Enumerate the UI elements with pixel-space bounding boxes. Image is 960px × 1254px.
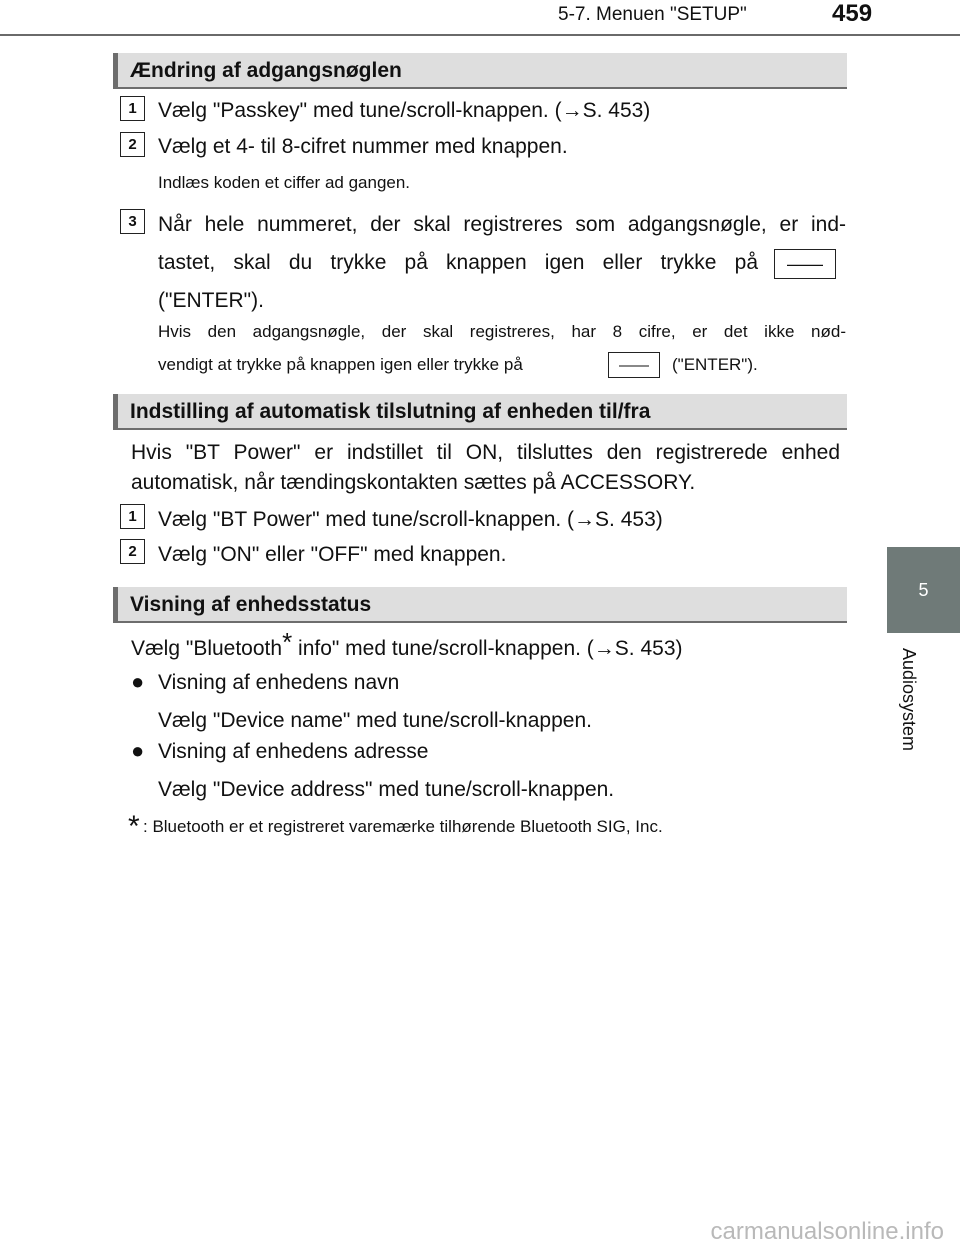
bullet-item-title: Visning af enhedens adresse [158,740,429,763]
step-number-badge: 1 [120,96,145,121]
paragraph-text-part: Vælg "Bluetooth [131,637,283,660]
step-number-badge: 3 [120,209,145,234]
section-heading-device-status [113,587,847,623]
section-heading-text: Ændring af adgangsnøglen [130,59,402,82]
bullet-icon: ● [131,738,145,763]
step-note: ("ENTER"). [672,355,758,374]
step-text: Når hele nummeret, der skal registreres som adgangsnøgle, er ind- [158,213,846,236]
section-heading-passkey [113,53,847,89]
paragraph-text: automatisk, når tændingskontakten sættes på ACCESSORY. [131,471,696,494]
enter-key-symbol: —— [619,356,649,374]
step-text: Vælg "Passkey" med tune/scroll-knappen. (→S. 453) [158,99,651,122]
step-text: tastet, skal du trykke på knappen igen eller trykke på [158,251,758,274]
bullet-item-text: Vælg "Device address" med tune/scroll-knappen. [158,778,615,801]
enter-key-symbol: —— [787,254,823,274]
chapter-tab-label: Audiosystem [899,648,919,752]
step-number-badge: 1 [120,504,145,529]
step-number-badge: 2 [120,539,145,564]
footnote-marker: * [282,627,293,657]
enter-key-icon [774,249,836,279]
watermark-text: carmanualsonline.info [710,1218,944,1245]
page-number: 459 [832,0,873,27]
step-number-badge: 2 [120,132,145,157]
header-divider [0,34,960,36]
section-heading-text: Visning af enhedsstatus [130,593,372,616]
section-heading-text: Indstilling af automatisk tilslutning af enheden til/fra [130,400,651,423]
footnote-marker: * [128,810,140,843]
paragraph-text-part: info" med tune/scroll-knappen. (→S. 453) [292,637,683,660]
paragraph-text: Hvis "BT Power" er indstillet til ON, tilsluttes den registrerede enhed [131,441,840,464]
step-text: ("ENTER"). [158,289,264,312]
section-heading-auto-connect [113,394,847,430]
chapter-tab-number: 5 [918,579,929,600]
step-text: Vælg "ON" eller "OFF" med knappen. [158,543,507,566]
step-note: Hvis den adgangsnøgle, der skal registreres, har 8 cifre, er det ikke nød- [158,322,846,341]
step-text: Vælg "BT Power" med tune/scroll-knappen. (→S. 453) [158,508,663,531]
step-note: vendigt at trykke på knappen igen eller trykke på [158,355,523,374]
step-note: Indlæs koden et ciffer ad gangen. [158,173,411,192]
chapter-tab [887,547,960,633]
paragraph-text [131,627,683,660]
enter-key-icon [608,352,660,378]
chapter-header-title: 5-7. Menuen "SETUP" [558,4,747,25]
bullet-icon: ● [131,669,145,694]
footnote-text: : Bluetooth er et registreret varemærke tilhørende Bluetooth SIG, Inc. [143,817,663,836]
bullet-item-title: Visning af enhedens navn [158,671,400,694]
step-text: Vælg et 4- til 8-cifret nummer med knappen. [158,135,568,158]
bullet-item-text: Vælg "Device name" med tune/scroll-knappen. [158,709,592,732]
